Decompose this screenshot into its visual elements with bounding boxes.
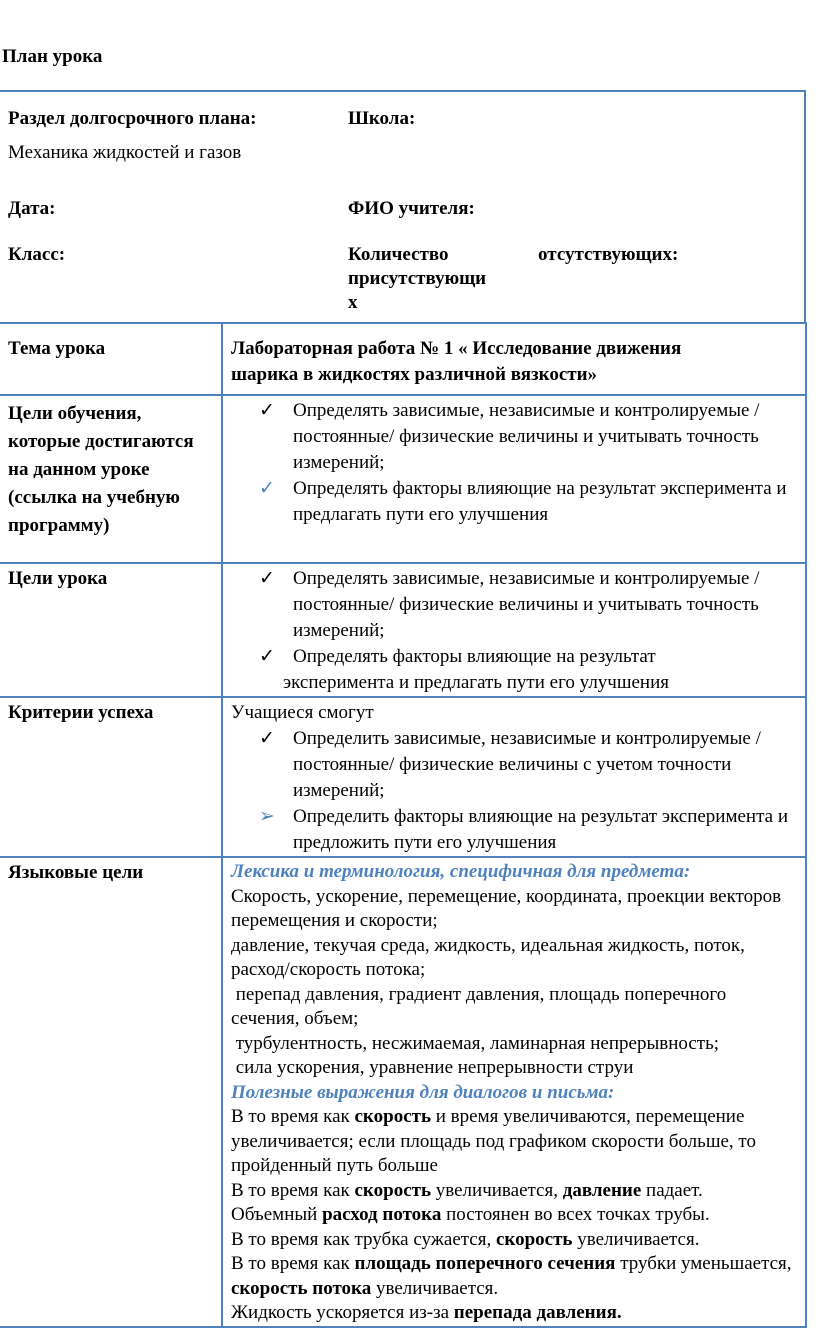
school-label: Школа:: [348, 108, 416, 129]
list-item: ✓ Определять зависимые, независимые и контролируемые / постоянные/ физические величины и учитывать точность измерений;: [259, 400, 760, 473]
list-item: ✓ Определить зависимые, независимые и контролируемые / постоянные/ физические величины с учетом точности измерений;: [259, 728, 761, 801]
section-label: Раздел долгосрочного плана:: [8, 108, 257, 129]
header-section: [0, 90, 806, 324]
section-value: Механика жидкостей и газов: [8, 142, 242, 163]
criteria-list: [231, 726, 799, 856]
vocab-line: турбулентность, несжимаемая, ламинарная непрерывность;: [231, 1032, 720, 1054]
criteria-label: Критерии успеха: [8, 702, 154, 723]
phrase-line: В то время как трубка сужается, скорость увеличивается.: [231, 1228, 700, 1250]
row-language: [0, 857, 806, 1327]
teacher-label: ФИО учителя:: [348, 198, 475, 219]
lesson-goals-list: [231, 566, 799, 670]
page-title: План урока: [2, 46, 103, 67]
count-label-1: Количество: [348, 244, 449, 265]
row-criteria: [0, 697, 806, 857]
check-icon: ✓: [259, 646, 275, 667]
arrow-bullet-icon: ➢: [259, 806, 275, 827]
row-lesson-goals: [0, 563, 806, 697]
vocab-line: Скорость, ускорение, перемещение, координата, проекции векторов перемещения и скорости;: [231, 885, 782, 931]
row-learning-goals: [0, 395, 806, 563]
count-label-4: х: [348, 292, 358, 313]
check-icon: ✓: [259, 728, 275, 749]
list-item: ✓ Определять зависимые, независимые и контролируемые / постоянные/ физические величины и учитывать точность измерений;: [259, 568, 760, 641]
lesson-goals-label: Цели урока: [8, 568, 108, 589]
phrase-line: Объемный расход потока постоянен во всех точках трубы.: [231, 1204, 710, 1225]
topic-value: Лабораторная работа № 1 « Исследование движения шарика в жидкостях различной вязкости»: [231, 338, 682, 385]
language-label: Языковые цели: [8, 862, 144, 883]
count-label-3: присутствующи: [348, 268, 487, 289]
list-item: ➢ Определить факторы влияющие на результат эксперимента и предложить пути его улучшения: [259, 806, 788, 853]
class-label: Класс:: [8, 244, 66, 265]
learning-goals-label: Цели обучения, которые достигаются на данном уроке (ссылка на учебную программу): [8, 403, 194, 536]
phrase-line: В то время как площадь поперечного сечения трубки уменьшается, скорость потока увеличивается.: [231, 1253, 792, 1299]
date-label: Дата:: [8, 198, 56, 219]
learning-goals-list: [231, 398, 799, 528]
count-label-2: отсутствующих:: [538, 244, 679, 265]
lesson-goals-continuation: эксперимента и предлагать пути его улучшения: [283, 672, 669, 693]
phrase-line: В то время как скорость и время увеличиваются, перемещение увеличивается; если площадь под графиком скорости больше, то пройденный путь больше: [231, 1106, 756, 1176]
phrase-line: В то время как скорость увеличивается, давление падает.: [231, 1179, 703, 1201]
vocab-line: сила ускорения, уравнение непрерывности струи: [231, 1057, 634, 1078]
check-icon: ✓: [259, 400, 275, 421]
check-icon: ✓: [259, 568, 275, 589]
vocab-line: давление, текучая среда, жидкость, идеальная жидкость, поток, расход/скорость потока;: [231, 934, 745, 980]
phrase-line: Жидкость ускоряется из-за перепада давления.: [231, 1302, 622, 1323]
list-item: ✓ Определять факторы влияющие на результат эксперимента и предлагать пути его улучшения: [259, 478, 787, 525]
topic-label: Тема урока: [8, 338, 106, 359]
vocab-line: перепад давления, градиент давления, площадь поперечного сечения, объем;: [231, 983, 731, 1029]
phrases-heading: Полезные выражения для диалогов и письма:: [231, 1081, 615, 1103]
lesson-table: [0, 322, 807, 1328]
vocab-heading: Лексика и терминология, специфичная для предмета:: [231, 861, 691, 882]
row-topic: [0, 323, 806, 395]
check-icon: ✓: [259, 478, 275, 499]
list-item: ✓ Определять факторы влияющие на результат: [293, 644, 799, 670]
criteria-intro: Учащиеся смогут: [231, 702, 374, 723]
